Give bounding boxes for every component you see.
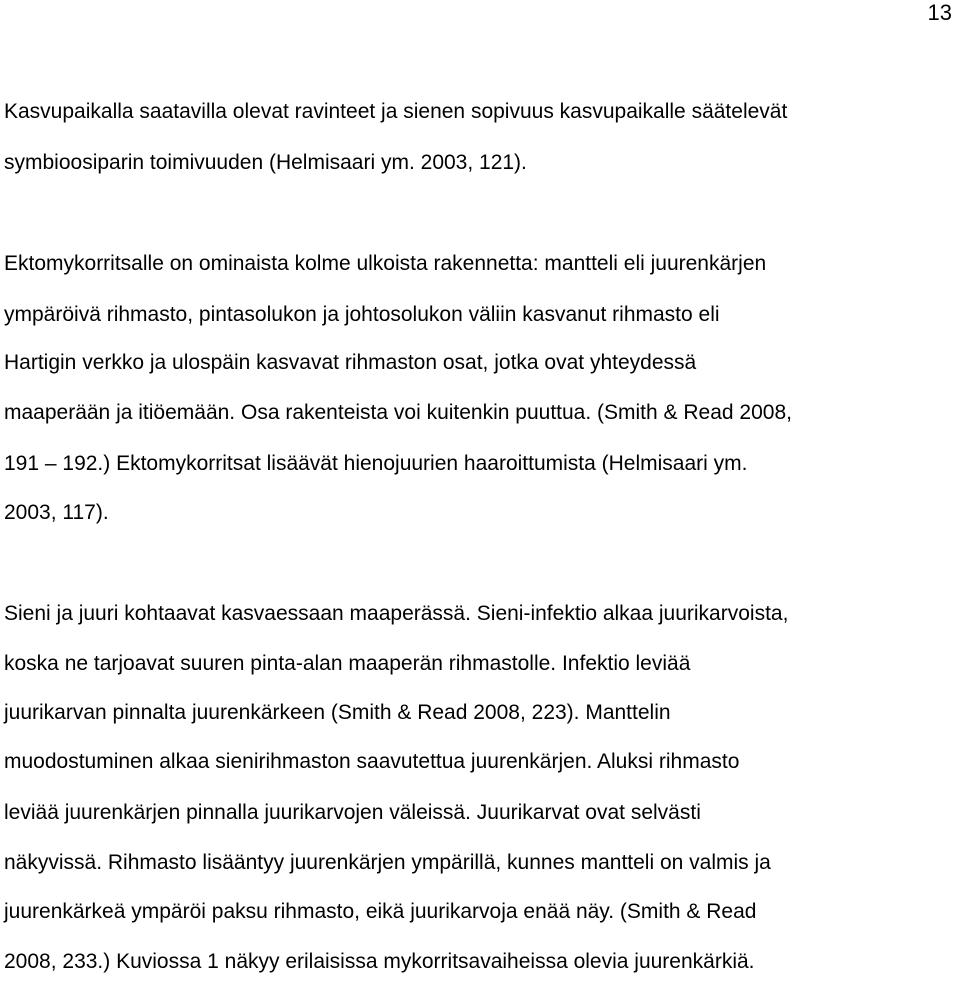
text-line: leviää juurenkärjen pinnalla juurikarvojen väleissä. Juurikarvat ovat selvästi [4,801,701,824]
text-line: 2003, 117). [4,501,109,524]
text-line: 2008, 233.) Kuviossa 1 näkyy erilaisissa mykorritsavaiheissa olevia juurenkärkiä. [4,950,755,973]
text-line: muodostuminen alkaa sienirihmaston saavutettua juurenkärjen. Aluksi rihmasto [4,750,740,773]
text-line: 191 – 192.) Ektomykorritsat lisäävät hienojuurien haaroittumista (Helmisaari ym. [4,452,748,475]
text-line: näkyvissä. Rihmasto lisääntyy juurenkärjen ympärillä, kunnes mantteli on valmis ja [4,851,771,874]
text-line: Hartigin verkko ja ulospäin kasvavat rihmaston osat, jotka ovat yhteydessä [4,351,697,374]
text-line: maaperään ja itiöemään. Osa rakenteista voi kuitenkin puuttua. (Smith & Read 2008, [4,401,792,424]
page-number: 13 [927,0,952,25]
text-line: juurenkärkeä ympäröi paksu rihmasto, eikä juurikarvoja enää näy. (Smith & Read [4,900,757,923]
text-line: Kasvupaikalla saatavilla olevat ravinteet ja sienen sopivuus kasvupaikalle säätelevät [4,100,788,123]
text-line: juurikarvan pinnalta juurenkärkeen (Smith & Read 2008, 223). Manttelin [4,701,671,724]
text-line: koska ne tarjoavat suuren pinta-alan maaperän rihmastolle. Infektio leviää [4,652,691,675]
text-line: symbioosiparin toimivuuden (Helmisaari ym. 2003, 121). [4,151,527,174]
text-line: Ektomykorritsalle on ominaista kolme ulkoista rakennetta: mantteli eli juurenkärjen [4,252,767,275]
text-line: ympäröivä rihmasto, pintasolukon ja johtosolukon väliin kasvanut rihmasto eli [4,303,720,326]
text-line: Sieni ja juuri kohtaavat kasvaessaan maaperässä. Sieni-infektio alkaa juurikarvoista, [4,602,789,625]
